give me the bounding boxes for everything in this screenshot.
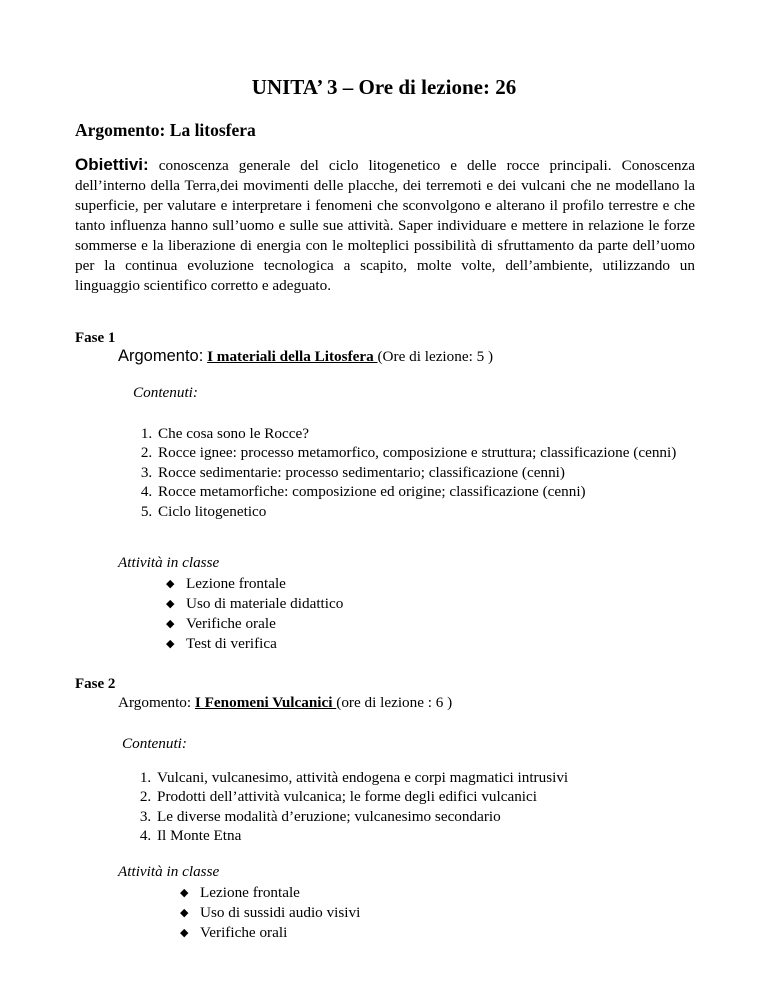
diamond-bullet-icon: ◆ <box>166 618 175 630</box>
diamond-bullet-icon: ◆ <box>180 907 189 919</box>
list-item: ◆ Verifiche orali <box>180 924 288 941</box>
diamond-bullet-icon: ◆ <box>166 578 175 590</box>
list-item: ◆ Uso di materiale didattico <box>166 595 344 612</box>
list-item: 4. Rocce metamorfiche: composizione ed origine; classificazione (cenni) <box>156 482 716 501</box>
phase-2-hours: (ore di lezione : 6 ) <box>336 694 453 711</box>
list-item: 1. Vulcani, vulcanesimo, attività endogena e corpi magmatici intrusivi <box>155 768 715 787</box>
list-item: 4. Il Monte Etna <box>155 826 715 845</box>
list-item: ◆ Lezione frontale <box>180 884 300 901</box>
phase-2-label: Fase 2 <box>75 676 116 692</box>
list-item: 3. Le diverse modalità d’eruzione; vulcanesimo secondario <box>155 807 715 826</box>
list-item: ◆ Lezione frontale <box>166 575 286 592</box>
list-item: ◆ Test di verifica <box>166 635 277 652</box>
phase-2-contents-label: Contenuti: <box>122 735 187 752</box>
phase-2-contents-list <box>133 768 715 846</box>
diamond-bullet-icon: ◆ <box>166 598 175 610</box>
phase-1-activities-label: Attività in classe <box>118 554 220 571</box>
diamond-bullet-icon: ◆ <box>166 638 175 650</box>
list-item: 2. Rocce ignee: processo metamorfico, composizione e struttura; classificazione (cenni) <box>156 443 716 462</box>
objectives-text: conoscenza generale del ciclo litogenetico e delle rocce principali. Conoscenza dell’interno della Terra,dei movimenti delle placche, dei terremoti e dei vulcani che ne modellano la superficie, per valutare e interpretare i fenomeni che sconvolgono e alterano il profilo terrestre e che tanto influenza hanno sull’uomo e sulle sue attività. Saper individuare e mettere in relazione le forze sommerse e la liberazione di energia con le molteplici possibilità di sfruttamento da parte dell’uomo per la continua evoluzione tecnologica a scapito, molte volte, dell’ambiente, utilizzando un linguaggio scientifico corretto e adeguato. <box>75 157 695 294</box>
phase-1-argument <box>118 347 493 366</box>
list-item: ◆ Verifiche orale <box>166 615 276 632</box>
diamond-bullet-icon: ◆ <box>180 887 189 899</box>
phase-1-activities-list <box>166 574 343 654</box>
objectives-paragraph <box>75 155 695 296</box>
list-item: 3. Rocce sedimentarie: processo sedimentario; classificazione (cenni) <box>156 463 716 482</box>
list-item: 1. Che cosa sono le Rocce? <box>156 424 716 443</box>
phase-2-activities-list <box>180 883 360 943</box>
phase-1-label: Fase 1 <box>75 330 116 346</box>
phase-2-argument-label: Argomento: <box>118 694 192 711</box>
phase-1-contents-label: Contenuti: <box>133 384 198 401</box>
phase-1-contents-list <box>134 424 716 521</box>
list-item: 2. Prodotti dell’attività vulcanica; le forme degli edifici vulcanici <box>155 787 715 806</box>
argument-value: La litosfera <box>169 120 256 140</box>
phase-1-hours: (Ore di lezione: 5 ) <box>377 348 494 365</box>
list-item: ◆ Uso di sussidi audio visivi <box>180 904 361 921</box>
unit-title: UNITA’ 3 – Ore di lezione: 26 <box>251 75 517 99</box>
diamond-bullet-icon: ◆ <box>180 927 189 939</box>
phase-1-topic: I materiali della Litosfera <box>207 348 378 365</box>
phase-2-argument <box>118 694 452 712</box>
phase-1-argument-label: Argomento: <box>118 347 204 365</box>
list-item: 5. Ciclo litogenetico <box>156 502 716 521</box>
phase-2-topic: I Fenomeni Vulcanici <box>194 694 337 711</box>
argument-label: Argomento: <box>75 120 166 140</box>
phase-2-activities-label: Attività in classe <box>118 863 220 880</box>
main-argument <box>75 120 256 141</box>
objectives-label: Obiettivi: <box>75 155 149 174</box>
